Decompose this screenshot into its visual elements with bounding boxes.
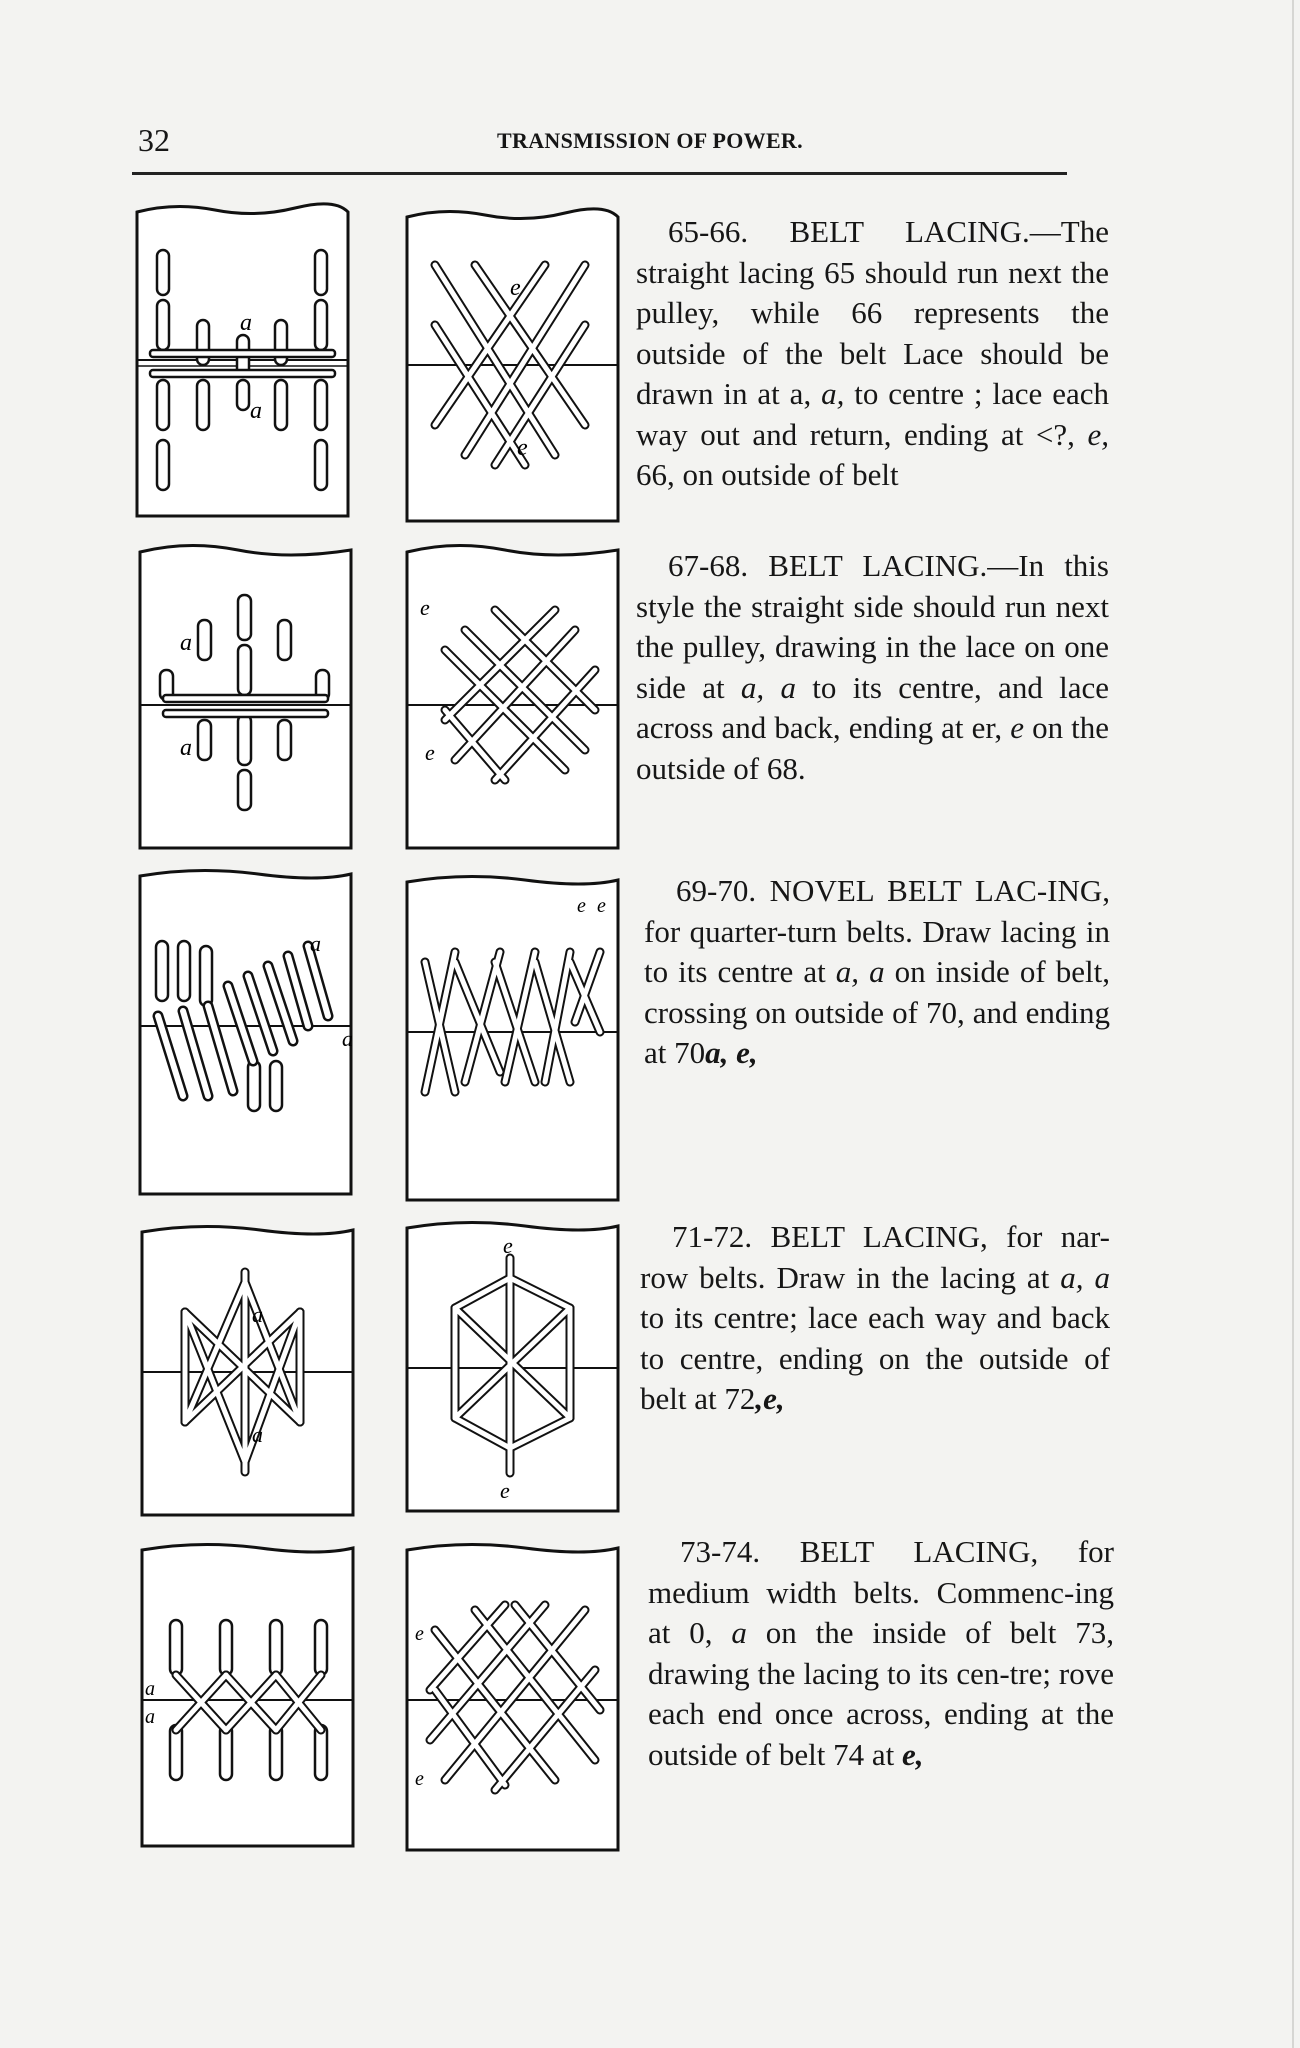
label-a-bottom: a (252, 1422, 263, 1447)
label-a-bottom: a (180, 735, 192, 761)
label-e-bottom: e (517, 435, 528, 461)
label-a-top: a (240, 310, 252, 336)
figure-73 (140, 1540, 355, 1848)
figure-70 (405, 872, 620, 1202)
figure-66 (405, 205, 620, 523)
running-title: TRANSMISSION OF POWER. (497, 128, 803, 153)
label-a-top: a (145, 1678, 155, 1700)
scan-edge (1292, 0, 1294, 2048)
para-text: 71-72. BELT LACING, for nar-row belts. Draw in the lacing at (640, 1219, 1110, 1295)
paragraph-69-70 (644, 871, 1110, 1074)
para-italic: e (1010, 710, 1024, 745)
para-italic: e, (1087, 416, 1109, 452)
para-italic: a, (821, 376, 845, 411)
lacing-diagram-crossed-68 (405, 540, 620, 850)
para-text: on inside of belt, crossing on outside of 70, and ending at 70 (644, 954, 1111, 1070)
lacing-diagram-narrow-72 (405, 1218, 620, 1513)
paragraph-71-72 (640, 1217, 1110, 1420)
figure-67 (138, 540, 353, 850)
para-text: 67-68. BELT LACING.—In this style the straight side should run next the pulley, drawing in the lace on one side at (636, 548, 1109, 705)
para-text: 66, on outside of belt (636, 457, 899, 492)
lacing-diagram-quarter-turn-70 (405, 872, 620, 1202)
lacing-diagram-narrow (140, 1222, 355, 1517)
para-text: 69-70. NOVEL BELT LAC-ING, for quarter-turn belts. Draw lacing in to its centre at (644, 873, 1110, 989)
figure-72 (405, 1218, 620, 1513)
label-e-bottom: e (425, 740, 435, 765)
lacing-diagram-quarter-turn (138, 866, 353, 1196)
label-a-side: a (342, 1026, 353, 1051)
label-e-top: e (510, 275, 521, 301)
para-italic: a, a (1060, 1259, 1111, 1295)
paragraph-65-66 (636, 212, 1109, 496)
para-bold-italic: e, (901, 1736, 924, 1772)
para-italic: a, a (835, 954, 885, 989)
label-a-top: a (252, 1302, 263, 1327)
lacing-diagram-medium-74 (405, 1540, 620, 1852)
para-text: on the inside of belt 73, drawing the lacing to its cen-tre; rove each end once across, ending at the outside of belt 74 at (648, 1615, 1115, 1772)
label-a-top: a (180, 630, 192, 656)
figure-68 (405, 540, 620, 850)
para-text: to its centre, and lace across and back, ending at er, (636, 669, 1110, 745)
label-a-top: a (310, 931, 321, 956)
para-italic: a (731, 1615, 747, 1650)
para-bold-italic: ,e, (755, 1381, 785, 1416)
lacing-diagram-medium (140, 1540, 355, 1848)
para-text: to its centre; lace each way and back to centre, ending on the outside of belt at 72 (640, 1300, 1110, 1416)
lacing-diagram-straight-67 (138, 540, 353, 850)
label-e-top: e (420, 595, 430, 620)
paragraph-73-74 (648, 1532, 1114, 1775)
lacing-diagram-crossed (405, 205, 620, 523)
header-rule (132, 172, 1067, 175)
label-e-top: e (415, 1623, 424, 1645)
label-a-bottom: a (145, 1706, 155, 1728)
lacing-diagram-straight (135, 200, 350, 518)
label-e-top: e (503, 1233, 513, 1258)
paragraph-67-68 (636, 546, 1109, 789)
para-text: 65-66. BELT LACING.—The straight lacing 65 should run next the pulley, while 66 represents the outside of the belt Lace should be drawn in at a, (636, 214, 1109, 411)
label-a-bottom: a (250, 398, 262, 424)
para-text: on the outside of 68. (636, 710, 1110, 786)
figure-71 (140, 1222, 355, 1517)
para-bold-italic: a, e, (705, 1035, 758, 1070)
figure-74 (405, 1540, 620, 1852)
figure-69 (138, 866, 353, 1196)
para-text: to centre ; lace each way out and return, ending at <?, (636, 376, 1110, 452)
para-italic: a, a (740, 669, 796, 705)
label-e-bottom: e (415, 1768, 424, 1790)
label-e-bottom: e (500, 1478, 510, 1503)
figure-65 (135, 200, 350, 518)
label-e-right: e (597, 895, 606, 917)
para-text: 73-74. BELT LACING, for medium width belts. Commenc-ing at 0, (648, 1534, 1114, 1650)
page-number: 32 (138, 122, 170, 158)
label-e-left: e (577, 895, 586, 917)
